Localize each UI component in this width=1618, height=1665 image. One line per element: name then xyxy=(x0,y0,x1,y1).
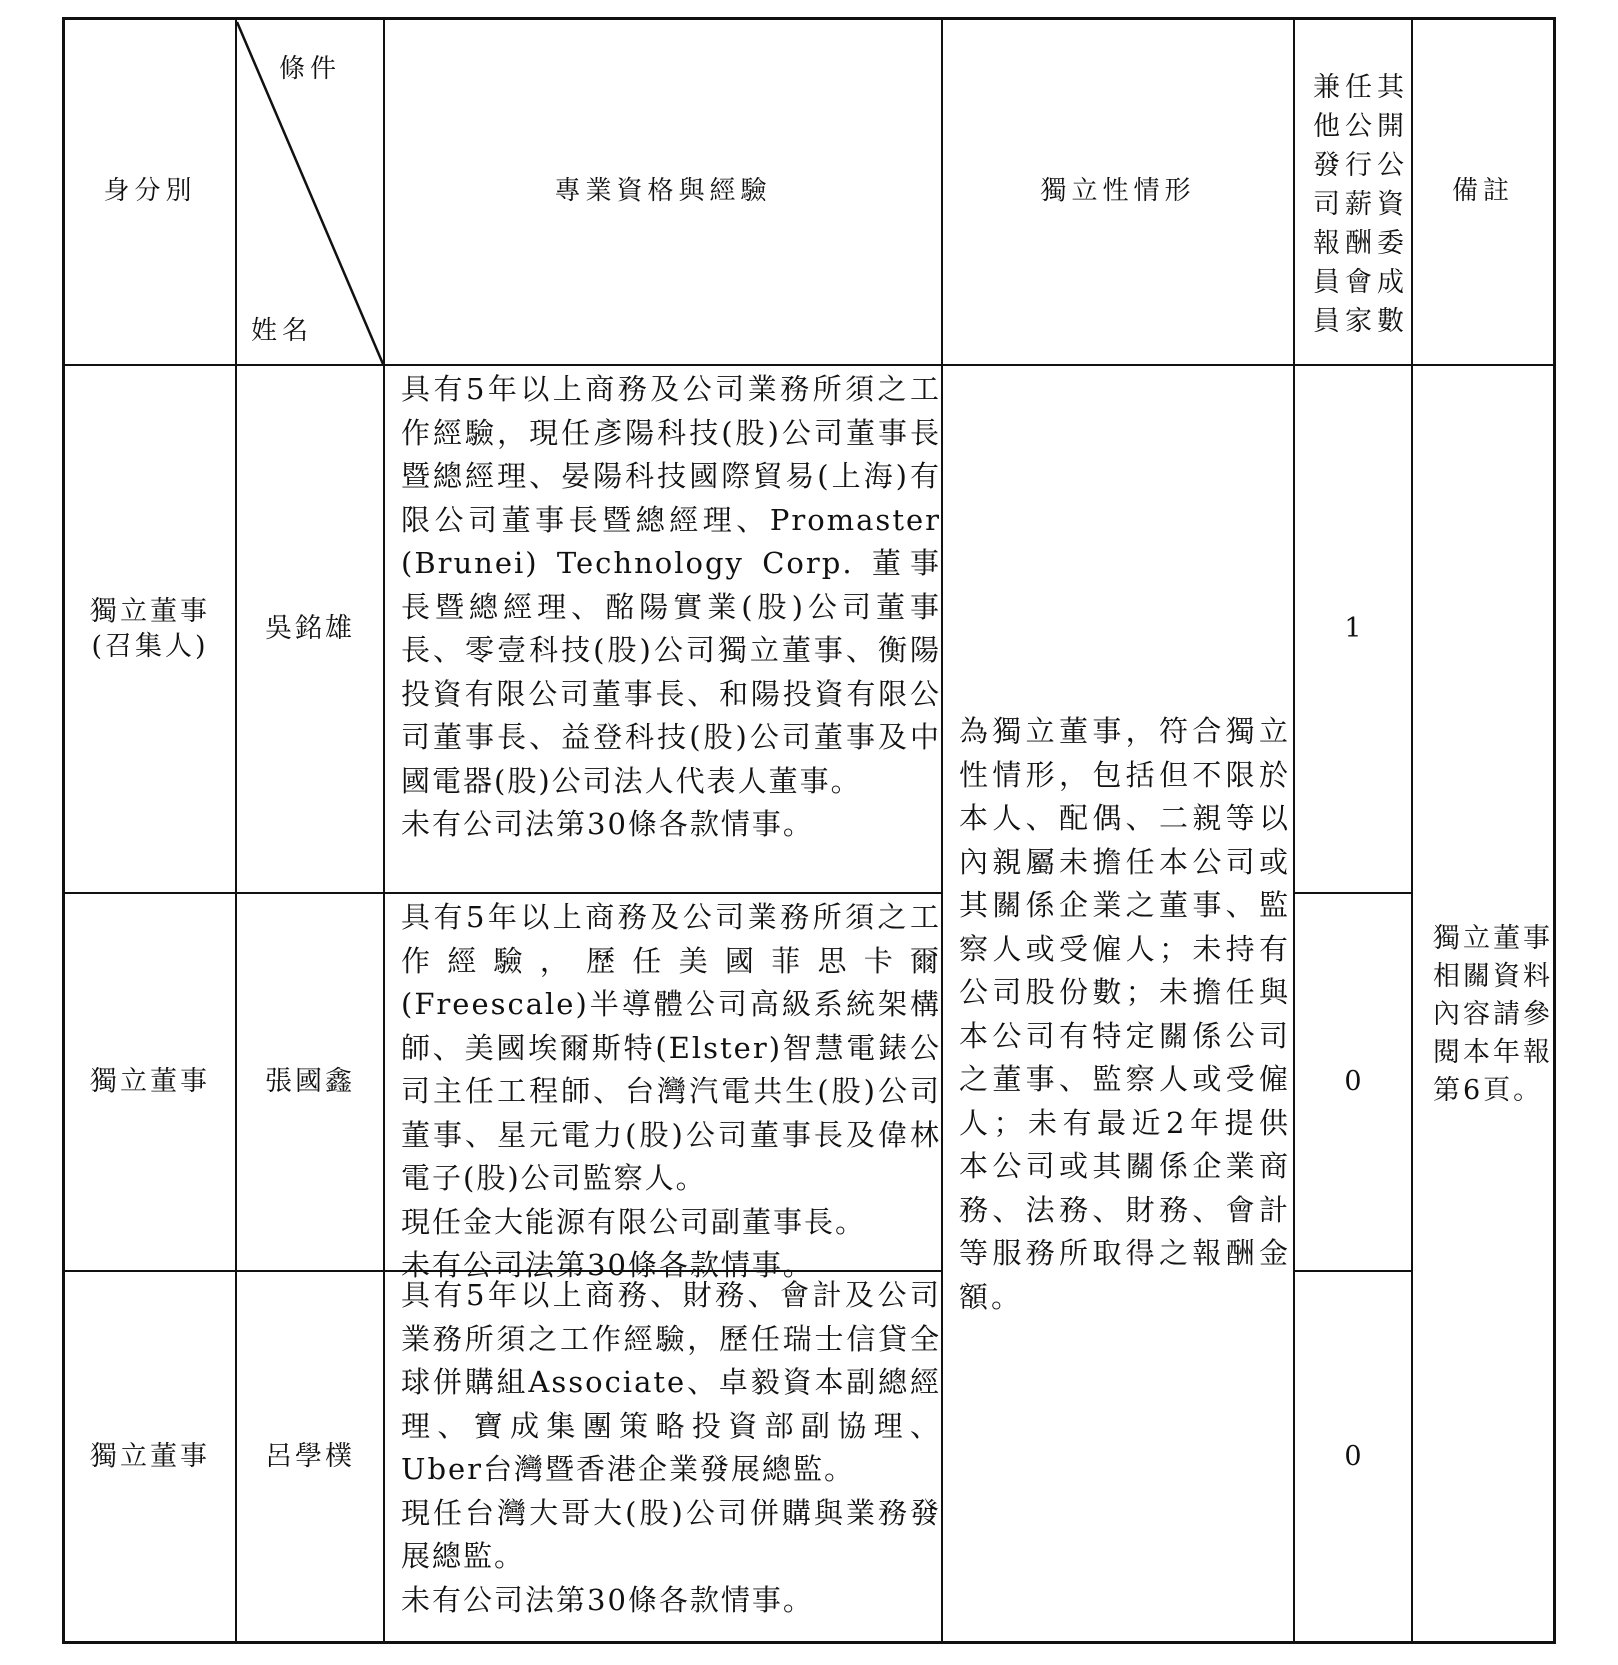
row2-name: 張國鑫 xyxy=(265,1066,355,1098)
remarks-text: 獨立董事相關資料內容請參閱本年報第6頁。 xyxy=(1433,923,1553,1106)
header-name: 姓名 xyxy=(251,316,314,346)
row1-name: 吳銘雄 xyxy=(265,613,355,645)
row1-qualification: 具有5年以上商務及公司業務所須之工作經驗，現任彥陽科技(股)公司董事長暨總經理、晏陽科技國際貿易(上海)有限公司董事長暨總經理、Promaster (Brunei) Technology Corp. 董事長暨總經理、酩陽實業(股)公司董事長、零壹科技(股)公司獨立董事、衡陽投資有限公司董事長、和陽投資有限公司董事長、益登科技(股)公司董事及中國電器(股)公司法人代表人董事。 未有公司法第30條各款情事。 xyxy=(401,372,941,841)
header-remarks: 備註 xyxy=(1451,176,1514,207)
header-other-committees: 兼任其 他公開 發行公 司薪資 報酬委 員會成 員家數 xyxy=(1313,72,1409,337)
independence-description: 為獨立董事，符合獨立性情形，包括但不限於本人、配偶、二親等以內親屬未擔任本公司或其關係企業之董事、監察人或受僱人；未持有公司股份數；未擔任與本公司有特定關係公司之董事、監察人或受僱人；未有最近2年提供本公司或其關係企業商務、法務、財務、會計等服務所取得之報酬金額。 xyxy=(959,714,1291,1314)
header-identity: 身分別 xyxy=(103,176,197,207)
row1-committee-count: 1 xyxy=(1344,613,1362,645)
header-independence: 獨立性情形 xyxy=(1040,176,1196,207)
independent-director-table xyxy=(62,17,1556,1644)
row1-identity: 獨立董事 (召集人) xyxy=(90,595,210,662)
row3-identity: 獨立董事 xyxy=(90,1441,210,1473)
header-condition: 條件 xyxy=(279,54,342,84)
row2-committee-count: 0 xyxy=(1344,1066,1362,1098)
row2-identity: 獨立董事 xyxy=(90,1066,210,1098)
row3-committee-count: 0 xyxy=(1344,1441,1362,1473)
row3-qualification: 具有5年以上商務、財務、會計及公司業務所須之工作經驗，歷任瑞士信貸全球併購組Associate、卓毅資本副總經理、寶成集團策略投資部副協理、Uber台灣暨香港企業發展總監。 現任台灣大哥大(股)公司併購與業務發展總監。 未有公司法第30條各款情事。 xyxy=(401,1278,941,1617)
row3-name: 呂學樸 xyxy=(265,1441,355,1473)
header-qualification: 專業資格與經驗 xyxy=(554,176,772,207)
row2-qualification: 具有5年以上商務及公司業務所須之工作經驗，歷任美國菲思卡爾(Freescale)半導體公司高級系統架構師、美國埃爾斯特(Elster)智慧電錶公司主任工程師、台灣汽電共生(股)公司董事、星元電力(股)公司董事長及偉林電子(股)公司監察人。 現任金大能源有限公司副董事長。 未有公司法第30條各款情事。 xyxy=(401,900,941,1282)
